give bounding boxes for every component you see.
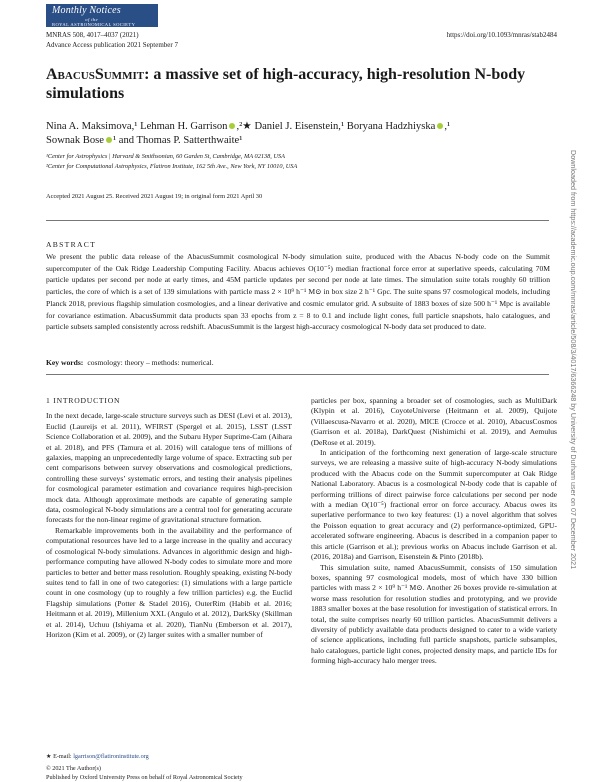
- copyright: [46, 765, 243, 782]
- divider: [46, 220, 549, 221]
- divider: [46, 374, 549, 375]
- logo-society: ROYAL ASTRONOMICAL SOCIETY: [52, 22, 136, 27]
- orcid-icon[interactable]: [437, 123, 443, 129]
- advance-access-date: Advance Access publication 2021 September 7: [46, 41, 178, 49]
- keywords: [46, 358, 214, 367]
- authors-part-1: Nina A. Maksimova,¹ Lehman H. Garrison: [46, 121, 228, 132]
- authors-part-2: ,²★ Daniel J. Eisenstein,¹ Boryana Hadzhiyska: [236, 121, 436, 132]
- paper-title: [46, 65, 546, 103]
- copyright-line: © 2021 The Author(s): [46, 765, 101, 772]
- paragraph: Remarkable improvements both in the availability and the performance of computational resources have led to a large increase in the quality and accuracy of cosmological N-body simulations. Advances in algorithmic design and high-performance computing have allowed N-body codes to simulate more and more particles to better and better mass resolution. Roughly speaking, existing N-body suites tend to fall in one of two categories: (1) simulations with a large particle count in one cosmology (up to roughly a few trillion particles) e.g. the Euclid Flagship simulations (Potter & Stadel 2016), OuterRim (Habib et al. 2016; Heitmann et al. 2019), Millenium XXL (Angulo et al. 2012), DarkSky (Skillman et al. 2014), Uchuu (Ishiyama et al. 2020), TianNu (Emberson et al. 2017), Horizon (Kim et al. 2009), or (2) larger suites with a smaller number of: [46, 525, 292, 639]
- paragraph: In anticipation of the forthcoming next generation of large-scale structure surveys, we are releasing a massive suite of high-accuracy N-body simulations produced with the Abacus code on the Summit supercomputer at Oak Ridge National Laboratory. Abacus is a cosmological N-body code that is capable of performing trillions of direct pairwise force calculations per second per node with a median O(10⁻⁵) fractional error on force accuracy. Abacus owes its superlative performance to two key features: (1) a novel algorithm that solves the Poisson equation to great accuracy and (2) performance-optimized, GPU-accelerated software engineering. Abacus is described in a companion paper to this article (Garrison et al.); previous works on Abacus include Garrison et al. (2016, 2018a) and Garrison, Eisenstein & Pinto (2018b).: [311, 448, 557, 562]
- author-list: [46, 120, 536, 148]
- title-suite-name: AbacusSummit: [46, 66, 145, 83]
- affiliation-2: ²Center for Computational Astrophysics, Flatiron Institute, 162 5th Ave., New York, NY 10010, USA: [46, 163, 298, 170]
- keywords-text: cosmology: theory – methods: numerical.: [87, 358, 214, 367]
- paragraph: In the next decade, large-scale structure surveys such as DESI (Levi et al. 2013), Euclid (Laureijs et al. 2011), WFIRST (Spergel et al. 2015), LSST (LSST Science Collaboration et al. 2009), and the Subaru Hyper Suprime-Cam (Aihara et al. 2018), and PFS (Tamura et al. 2016) will catalogue tens of millions of galaxies, mapping an unprecedentedly large volume of space. Extracting sub per cent comparisons between survey observations and cosmological predictions, controlling these surveys’ systematic errors, and testing their analysis pipelines for cosmological parameter estimation and covariance requires high-precision mock data. Although approximate methods are capable of generating sample data, cosmological N-body simulations are a central tool for generating accurate forecasts for the non-linear regime of gravitational structure formation.: [46, 411, 292, 525]
- authors-part-5: ¹ and Thomas P. Satterthwaite¹: [112, 135, 243, 146]
- column-left: [46, 396, 292, 640]
- journal-reference: MNRAS 508, 4017–4037 (2021): [46, 31, 139, 39]
- orcid-icon[interactable]: [229, 123, 235, 129]
- logo-of: of the: [85, 17, 99, 22]
- paragraph: This simulation suite, named AbacusSummit, consists of 150 simulation boxes, spanning 97 cosmological models, most of which have 330 billion particles with mass 2 × 10⁹ h⁻¹ M⊙. Another 26 boxes provide re-simulation at worse mass resolution for resolution studies and prototyping, and we provide 1883 smaller boxes at the base resolution for investigation of statistical errors. In total, the suite comprises nearly 60 trillion particles. AbacusSummit delivers a diversity of publicly available data products designed to cater to a wide variety of science applications, including full particle snapshots, particle subsamples, halo catalogues, particle light cones, projected density maps, and particle IDs for forming high-accuracy halo merger trees.: [311, 562, 557, 666]
- orcid-icon[interactable]: [106, 137, 112, 143]
- column-right: [311, 396, 557, 667]
- footnote: [46, 753, 149, 760]
- authors-part-3: ,¹: [444, 121, 451, 132]
- keywords-label: Key words:: [46, 358, 84, 367]
- logo-title: Monthly Notices: [52, 5, 121, 16]
- paragraph: particles per box, spanning a broader set of cosmologies, such as MultiDark (Klypin et al. 2016), CoyoteUniverse (Heitmann et al. 2009), Quijote (Villaescusa-Navarro et al. 2020), MICE (Crocce et al. 2010), AbacusCosmos (Garrison et al. 2018a), DarkQuest (Nishimichi et al. 2019), and Aemulus (DeRose et al. 2019).: [311, 396, 557, 447]
- journal-logo: [46, 4, 158, 27]
- acceptance-dates: Accepted 2021 August 25. Received 2021 August 19; in original form 2021 April 30: [46, 193, 263, 200]
- doi-link[interactable]: https://doi.org/10.1093/mnras/stab2484: [446, 31, 557, 39]
- abstract-heading: ABSTRACT: [46, 240, 97, 249]
- authors-part-4: Sownak Bose: [46, 135, 104, 146]
- publisher-line: Published by Oxford University Press on behalf of Royal Astronomical Society: [46, 773, 243, 781]
- affiliation-1: ¹Center for Astrophysics | Harvard & Smithsonian, 60 Garden St, Cambridge, MA 02138, USA: [46, 153, 285, 160]
- download-watermark: Downloaded from https://academic.oup.com/mnras/article/508/3/4017/6366248 by University of Durham user on 07 December 2021: [569, 150, 578, 570]
- section-heading: 1 INTRODUCTION: [46, 396, 121, 405]
- title-rest: : a massive set of high-accuracy, high-resolution N-body simulations: [46, 66, 526, 102]
- abstract-text: We present the public data release of the AbacusSummit cosmological N-body simulation suite, produced with the Abacus N-body code on the Summit supercomputer of the Oak Ridge Leadership Computing Facility. Abacus achieves O(10⁻⁵) median fractional force error at superlative speeds, calculating 70M particle updates per second per node at early times, and 45M particle updates per second per node at late times. The simulation suite totals roughly 60 trillion particles, the core of which is a set of 139 simulations with particle mass 2 × 10⁹ h⁻¹ M⊙ in box size 2 h⁻¹ Gpc. The suite spans 97 cosmological models, including Planck 2018, previous flagship simulation cosmologies, and a linear derivative and cosmic emulator grid. A subsuite of 1883 boxes of size 500 h⁻¹ Mpc is available for covariance estimation. AbacusSummit data products span 33 epochs from z = 8 to 0.1 and include light cones, full particle snapshots, halo catalogues, and particle subsets sampled consistently across redshift. AbacusSummit is the largest high-accuracy cosmological N-body data set produced to date.: [46, 252, 550, 332]
- footnote-label: ★ E-mail:: [46, 753, 72, 760]
- email-link[interactable]: lgarrison@flatironinstitute.org: [73, 753, 149, 760]
